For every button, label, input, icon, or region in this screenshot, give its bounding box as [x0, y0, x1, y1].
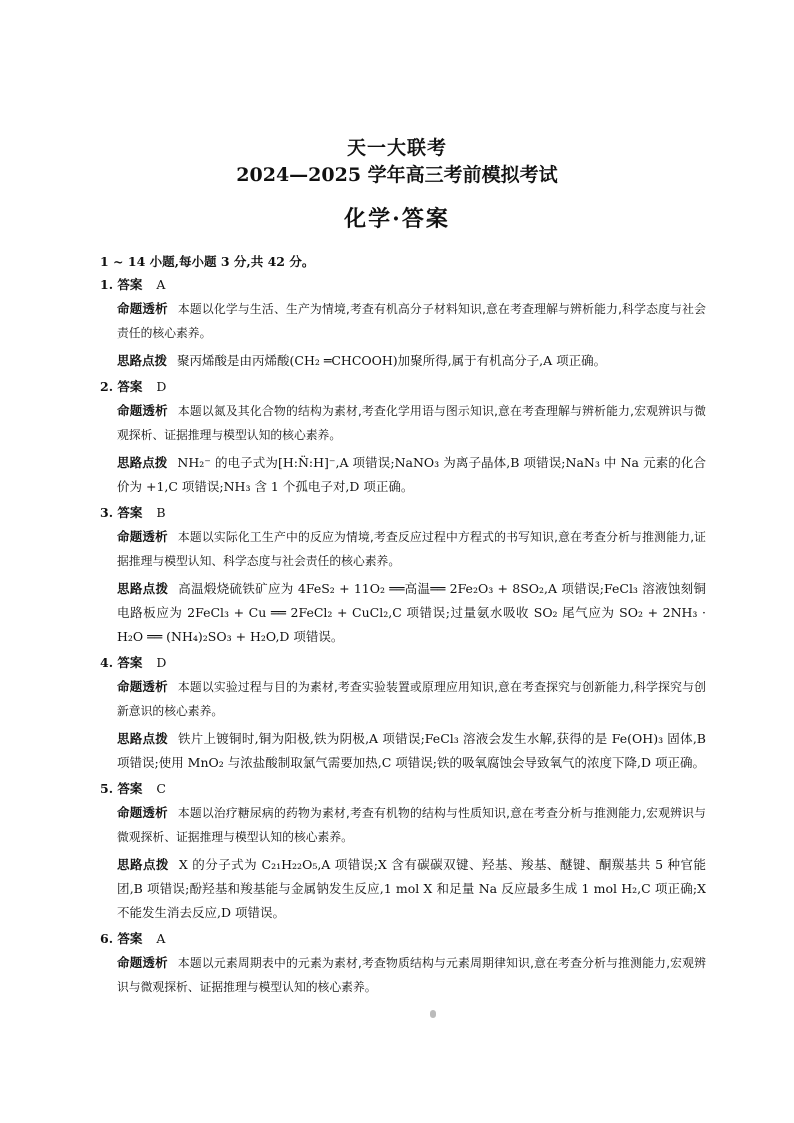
silu-text: NH₂⁻ 的电子式为[H:N̈:H]⁻,A 项错误;NaNO₃ 为离子晶体,B 项错误;NaN₃ 中 Na 元素的化合价为 +1,C 项错误;NH₃ 含 1 个孤电子对,D 项正确。	[117, 455, 706, 494]
mingti-text: 本题以化学与生活、生产为情境,考查有机高分子材料知识,意在考查理解与辨析能力,科学态度与社会责任的核心素养。	[117, 302, 706, 340]
answer-value: A	[156, 277, 166, 292]
mingti-paragraph	[100, 951, 706, 999]
mingti-text: 本题以实际化工生产中的反应为情境,考查反应过程中方程式的书写知识,意在考查分析与推测能力,证据推理与模型认知、科学态度与社会责任的核心素养。	[117, 530, 706, 568]
question-header	[100, 779, 706, 801]
mingti-text: 本题以氮及其化合物的结构为素材,考查化学用语与图示知识,意在考查理解与辨析能力,宏观辨识与微观探析、证据推理与模型认知的核心素养。	[117, 404, 706, 442]
silu-text: 聚丙烯酸是由丙烯酸(CH₂ ═CHCOOH)加聚所得,属于有机高分子,A 项正确。	[177, 353, 607, 368]
answer-value: C	[156, 781, 166, 796]
question-header	[100, 929, 706, 951]
question-header	[100, 275, 706, 297]
question-label: 6. 答案	[100, 931, 143, 946]
mingti-paragraph	[100, 297, 706, 345]
question-1	[100, 275, 706, 373]
answer-value: B	[156, 505, 166, 520]
silu-text: 铁片上镀铜时,铜为阳极,铁为阴极,A 项错误;FeCl₃ 溶液会发生水解,获得的是 Fe(OH)₃ 固体,B 项错误;使用 MnO₂ 与浓盐酸制取氯气需要加热,C 项错误;铁的吸氧腐蚀会导致氧气的浓度下降,D 项正确。	[117, 731, 706, 770]
exam-org-title: 天一大联考	[346, 137, 447, 159]
silu-text: X 的分子式为 C₂₁H₂₂O₅,A 项错误;X 含有碳碳双键、羟基、羧基、醚键、酮羰基共 5 种官能团,B 项错误;酚羟基和羧基能与金属钠发生反应,1 mol X 和足量 Na 反应最多生成 1 mol H₂,C 项正确;X 不能发生消去反应,D 项错误。	[117, 857, 706, 920]
question-3	[100, 503, 706, 649]
mingti-label: 命题透析	[117, 955, 168, 970]
silu-paragraph	[100, 577, 706, 649]
subject-title: 化学·答案	[344, 206, 450, 232]
mingti-text: 本题以实验过程与目的为素材,考查实验装置或原理应用知识,意在考查探究与创新能力,科学探究与创新意识的核心素养。	[117, 680, 706, 718]
question-4	[100, 653, 706, 775]
mingti-paragraph	[100, 675, 706, 723]
exam-name-title: 2024—2025 学年高三考前模拟考试	[236, 164, 558, 186]
mingti-label: 命题透析	[117, 301, 168, 316]
silu-label: 思路点拨	[117, 857, 169, 872]
question-header	[100, 377, 706, 399]
question-2	[100, 377, 706, 499]
mingti-text: 本题以元素周期表中的元素为素材,考查物质结构与元素周期律知识,意在考查分析与推测能力,宏观辨识与微观探析、证据推理与模型认知的核心素养。	[117, 956, 706, 994]
silu-label: 思路点拨	[117, 731, 169, 746]
scan-smudge	[430, 1010, 436, 1018]
silu-paragraph	[100, 853, 706, 925]
answer-list	[100, 275, 706, 1003]
question-label: 3. 答案	[100, 505, 143, 520]
question-header	[100, 653, 706, 675]
question-label: 4. 答案	[100, 655, 143, 670]
mingti-label: 命题透析	[117, 679, 168, 694]
mingti-label: 命题透析	[117, 805, 168, 820]
mingti-label: 命题透析	[117, 403, 168, 418]
silu-paragraph	[100, 451, 706, 499]
mingti-text: 本题以治疗糖尿病的药物为素材,考查有机物的结构与性质知识,意在考查分析与推测能力,宏观辨识与微观探析、证据推理与模型认知的核心素养。	[117, 806, 706, 844]
silu-paragraph	[100, 727, 706, 775]
question-6	[100, 929, 706, 999]
mingti-paragraph	[100, 801, 706, 849]
question-header	[100, 503, 706, 525]
answer-value: D	[156, 379, 167, 394]
silu-text: 高温煅烧硫铁矿应为 4FeS₂ + 11O₂ ══高温══ 2Fe₂O₃ + 8SO₂,A 项错误;FeCl₃ 溶液蚀刻铜电路板应为 2FeCl₃ + Cu ══ 2FeCl₂ + CuCl₂,C 项错误;过量氨水吸收 SO₂ 尾气应为 SO₂ + 2NH₃ · H₂O ══ (NH₄)₂SO₃ + H₂O,D 项错误。	[117, 581, 706, 644]
silu-label: 思路点拨	[117, 353, 168, 368]
mingti-paragraph	[100, 399, 706, 447]
answer-value: A	[156, 931, 166, 946]
silu-label: 思路点拨	[117, 581, 169, 596]
section-intro: 1 ~ 14 小题,每小题 3 分,共 42 分。	[100, 254, 315, 269]
question-label: 1. 答案	[100, 277, 143, 292]
question-label: 2. 答案	[100, 379, 143, 394]
mingti-paragraph	[100, 525, 706, 573]
silu-label: 思路点拨	[117, 455, 168, 470]
answer-value: D	[156, 655, 167, 670]
question-5	[100, 779, 706, 925]
question-label: 5. 答案	[100, 781, 143, 796]
silu-paragraph	[100, 349, 706, 373]
mingti-label: 命题透析	[117, 529, 168, 544]
